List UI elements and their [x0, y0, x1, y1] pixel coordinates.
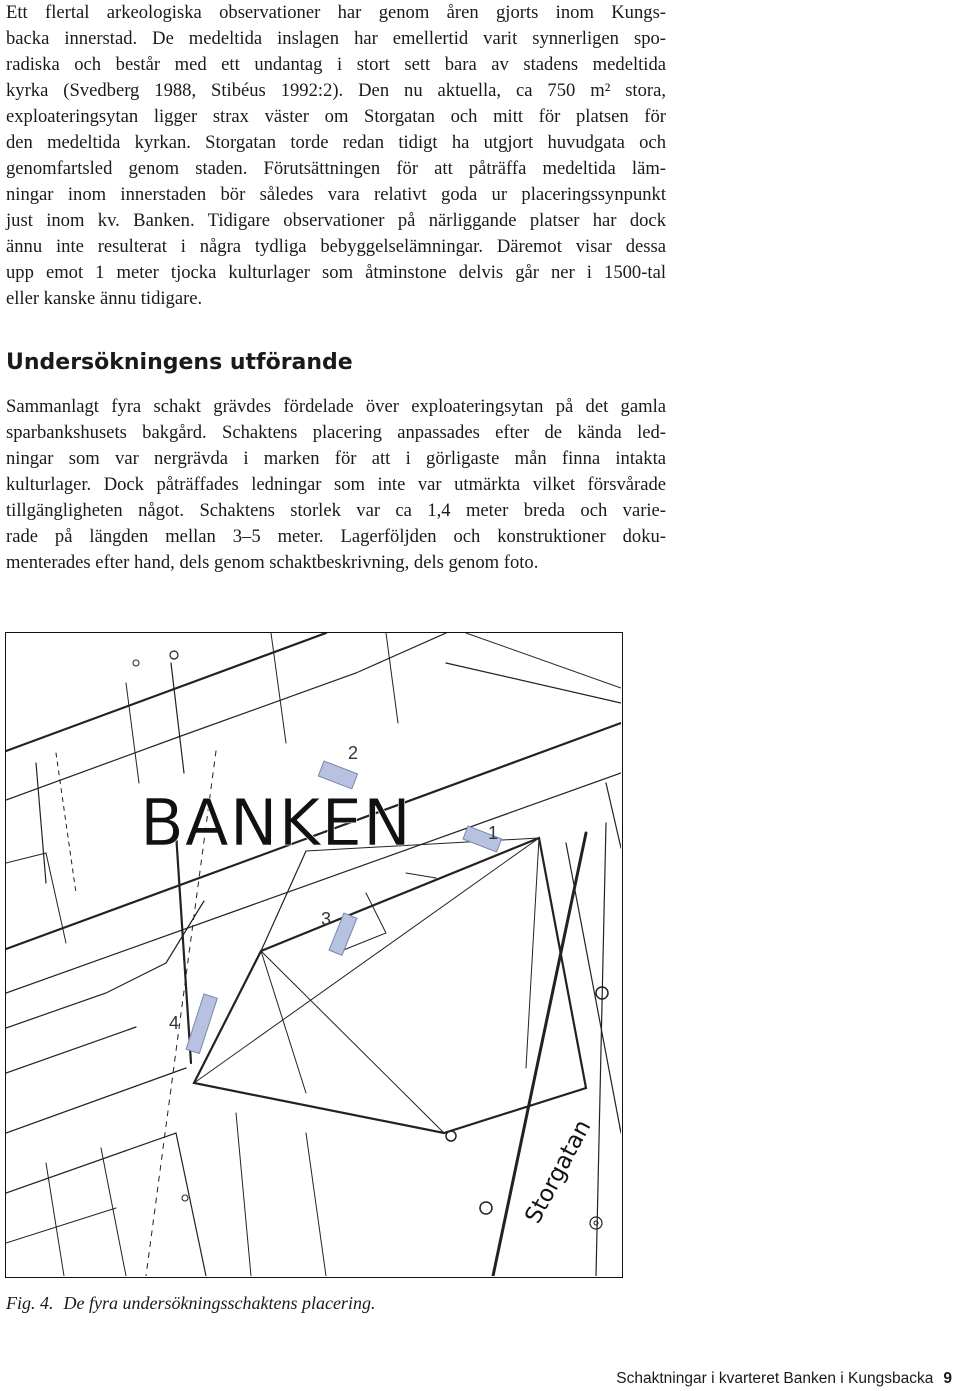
block-label: BANKEN	[140, 787, 412, 861]
site-plan-map	[6, 633, 621, 1276]
text-line: sparbankshusets bakgård. Schaktens placering anpassades efter de kända led-	[6, 422, 666, 443]
running-title: Schaktningar i kvarteret Banken i Kungsbacka	[616, 1370, 934, 1387]
trench-2	[318, 761, 357, 789]
intro-paragraph	[6, 0, 666, 312]
text-line: eller kanske ännu tidigare.	[6, 288, 203, 309]
page-number: 9	[943, 1370, 952, 1387]
text-line: tillgängligheten något. Schaktens storlek var ca 1,4 meter breda och varie-	[6, 500, 666, 521]
text-line: just inom kv. Banken. Tidigare observationer på närliggande platser har dock	[6, 210, 666, 231]
section-heading: Undersökningens utförande	[6, 350, 353, 375]
text-line: kyrka (Svedberg 1988, Stibéus 1992:2). Den nu aktuella, ca 750 m² stora,	[6, 80, 666, 101]
text-line: backa innerstad. De medeltida inslagen har emellertid varit synnerligen spo-	[6, 28, 666, 49]
text-line: ännu inte resulterat i några tydliga bebyggelselämningar. Däremot visar dessa	[6, 236, 666, 257]
text-line: rade på längden mellan 3–5 meter. Lagerföljden och konstruktioner doku-	[6, 526, 666, 547]
trench-label-2: 2	[348, 743, 359, 763]
site-plan-figure	[5, 632, 623, 1278]
trench-label-4: 4	[169, 1013, 180, 1033]
text-line: upp emot 1 meter tjocka kulturlager som åtminstone delvis går ner i 1500-tal	[6, 262, 666, 283]
trench-label-3: 3	[321, 909, 332, 929]
text-line: radiska och består med ett undantag i stort sett bara av stadens medeltida	[6, 54, 666, 75]
trench-label-1: 1	[488, 823, 499, 843]
figure-caption	[6, 1290, 375, 1316]
text-line: Sammanlagt fyra schakt grävdes fördelade över exploateringsytan på det gamla	[6, 396, 666, 417]
text-line: ningar som var nergrävda i marken för att i görligaste mån finna intakta	[6, 448, 666, 469]
text-line: Ett flertal arkeologiska observationer har genom åren gjorts inom Kungs-	[6, 2, 666, 23]
street-label: Storgatan	[520, 1115, 597, 1228]
method-paragraph	[6, 394, 666, 576]
text-line: exploateringsytan ligger strax väster om Storgatan och mitt för platsen för	[6, 106, 666, 127]
figure-number: Fig. 4.	[6, 1293, 54, 1313]
text-line: den medeltida kyrkan. Storgatan torde redan tidigt ha utgjort huvudgata och	[6, 132, 666, 153]
text-line: genomfartsled genom staden. Förutsättningen för att påträffa medeltida läm-	[6, 158, 666, 179]
figure-caption-text: De fyra undersökningsschaktens placering.	[63, 1293, 376, 1313]
text-line: menterades efter hand, dels genom schaktbeskrivning, dels genom foto.	[6, 552, 539, 573]
page-footer	[616, 1368, 952, 1390]
text-line: kulturlager. Dock påträffades ledningar som inte var utmärkta vilket försvårade	[6, 474, 666, 495]
text-line: ningar inom innerstaden bör således vara relativt goda ur placeringssynpunkt	[6, 184, 666, 205]
trench-3	[329, 913, 357, 955]
